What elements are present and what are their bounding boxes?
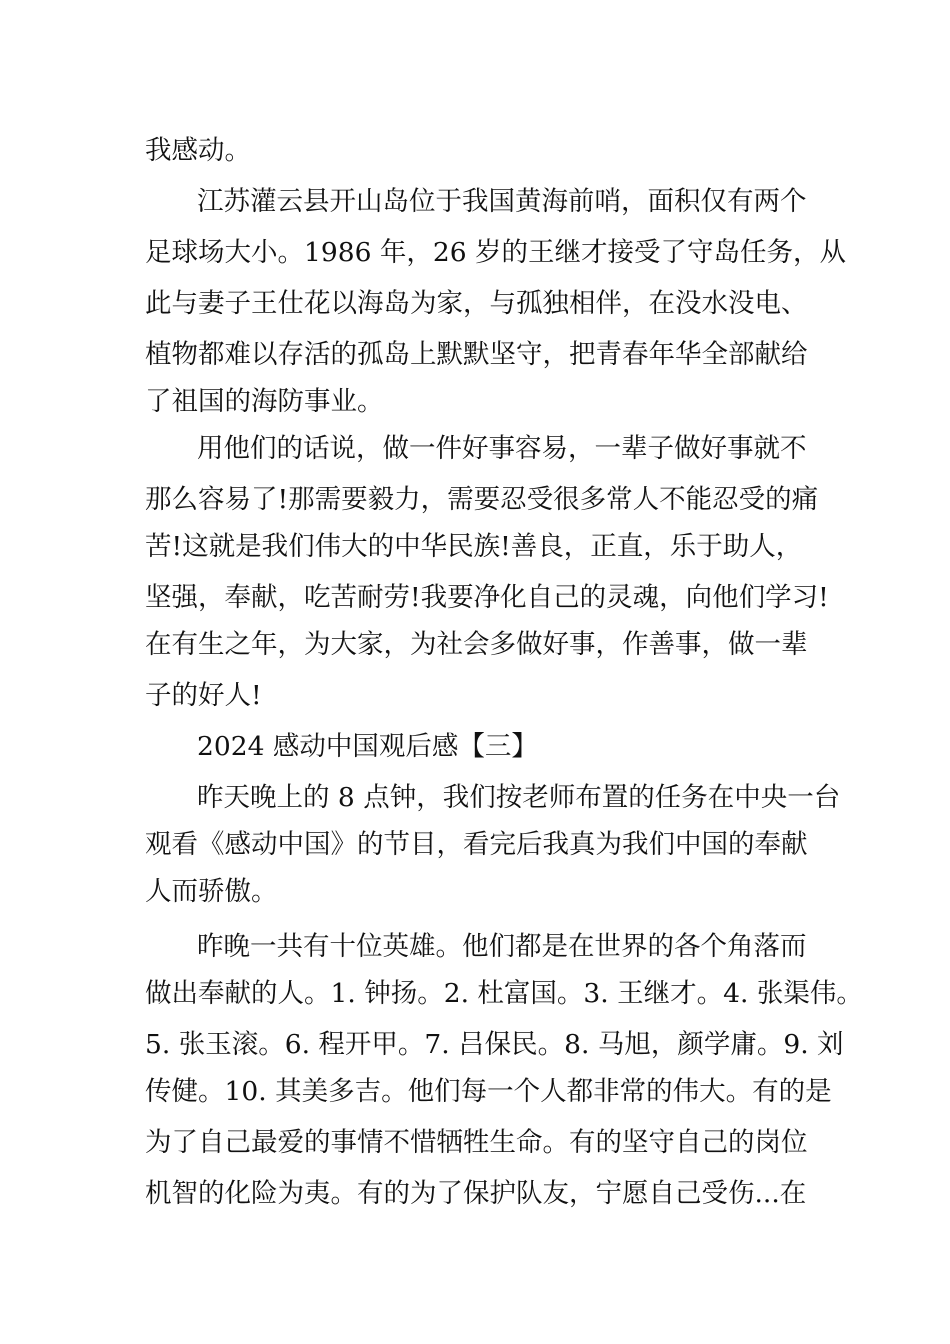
text-line-18: 做出奉献的人。1. 钟扬。2. 杜富国。3. 王继才。4. 张渠伟。 [145,978,863,1009]
text-line-14: 昨天晚上的 8 点钟，我们按老师布置的任务在中央一台 [197,782,841,813]
text-line-9: 苦!这就是我们伟大的中华民族!善良，正直，乐于助人， [145,531,803,562]
text-line-15: 观看《感动中国》的节目，看完后我真为我们中国的奉献 [145,829,808,860]
text-line-22: 机智的化险为夷。有的为了保护队友，宁愿自己受伤...在 [145,1178,807,1209]
text-line-8: 那么容易了!那需要毅力，需要忍受很多常人不能忍受的痛 [145,484,819,515]
text-line-21: 为了自己最爱的事情不惜牺牲生命。有的坚守自己的岗位 [145,1127,808,1158]
text-line-19: 5. 张玉滚。6. 程开甲。7. 吕保民。8. 马旭，颜学庸。9. 刘 [145,1029,844,1060]
text-line-11: 在有生之年，为大家，为社会多做好事，作善事，做一辈 [145,629,808,660]
text-line-10: 坚强，奉献，吃苦耐劳!我要净化自己的灵魂，向他们学习! [145,582,829,613]
text-line-17: 昨晚一共有十位英雄。他们都是在世界的各个角落而 [197,931,807,962]
text-line-20: 传健。10. 其美多吉。他们每一个人都非常的伟大。有的是 [145,1076,832,1107]
text-line-4: 此与妻子王仕花以海岛为家，与孤独相伴，在没水没电、 [145,288,808,319]
text-line-2: 江苏灌云县开山岛位于我国黄海前哨，面积仅有两个 [197,186,807,217]
text-line-6: 了祖国的海防事业。 [145,386,384,417]
text-line-3: 足球场大小。1986 年，26 岁的王继才接受了守岛任务，从 [145,237,847,268]
text-line-12: 子的好人! [145,680,262,711]
text-line-5: 植物都难以存活的孤岛上默默坚守，把青春年华全部献给 [145,339,808,370]
text-line-1: 我感动。 [145,135,251,166]
section-heading: 2024 感动中国观后感【三】 [197,731,538,762]
text-line-16: 人而骄傲。 [145,876,278,907]
text-line-7: 用他们的话说，做一件好事容易，一辈子做好事就不 [197,433,807,464]
